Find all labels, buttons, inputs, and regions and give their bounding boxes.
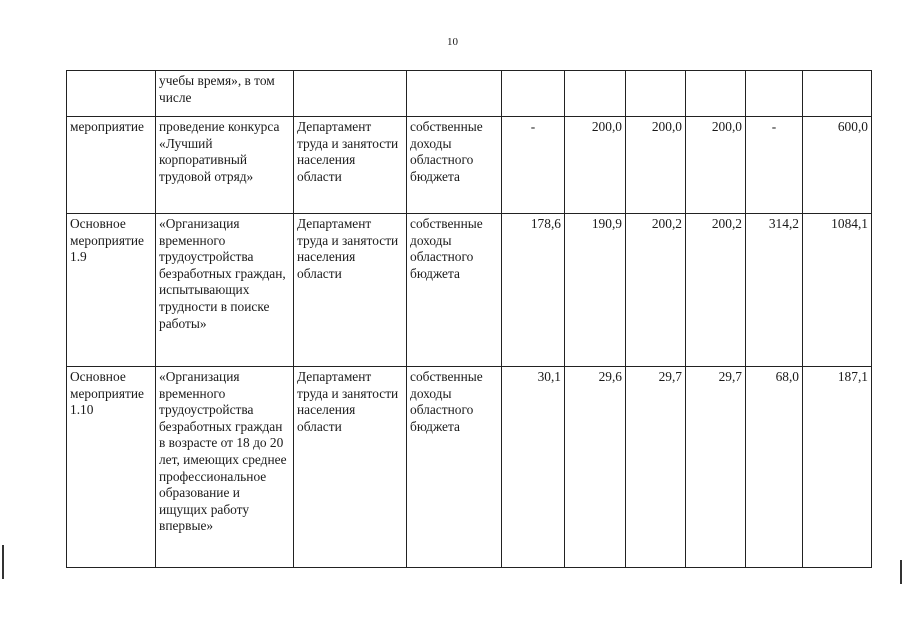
cell-value: 187,1	[803, 367, 872, 568]
cell-source: собственные доходы областного бюджета	[407, 117, 502, 214]
cell-value: 200,2	[626, 214, 686, 367]
cell-value: -	[746, 117, 803, 214]
page-number: 10	[447, 36, 458, 48]
cell-activity: мероприятие	[67, 117, 156, 214]
cell-value	[686, 71, 746, 117]
cell-value: 200,0	[686, 117, 746, 214]
cell-source: собственные доходы областного бюджета	[407, 214, 502, 367]
scan-edge-mark-right	[900, 560, 902, 584]
cell-value	[746, 71, 803, 117]
cell-activity: Основное мероприятие 1.10	[67, 367, 156, 568]
cell-executor: Департамент труда и занятости населения области	[294, 214, 407, 367]
cell-value	[502, 71, 565, 117]
cell-value: 200,0	[626, 117, 686, 214]
budget-table	[66, 70, 872, 568]
cell-value: -	[502, 117, 565, 214]
cell-value: 200,2	[686, 214, 746, 367]
cell-value: 68,0	[746, 367, 803, 568]
cell-executor	[294, 71, 407, 117]
cell-description: «Организация временного трудоустройства безработных граждан, испытывающих трудности в поиске работы»	[156, 214, 294, 367]
cell-value	[565, 71, 626, 117]
cell-activity: Основное мероприятие 1.9	[67, 214, 156, 367]
cell-value	[803, 71, 872, 117]
table-row	[67, 71, 872, 117]
cell-source: собственные доходы областного бюджета	[407, 367, 502, 568]
cell-value	[626, 71, 686, 117]
cell-value: 30,1	[502, 367, 565, 568]
cell-description: проведение конкурса «Лучший корпоративный трудовой отряд»	[156, 117, 294, 214]
cell-description: «Организация временного трудоустройства безработных граждан в возрасте от 18 до 20 лет, имеющих среднее профессиональное образование и ищущих работу впервые»	[156, 367, 294, 568]
cell-executor: Департамент труда и занятости населения области	[294, 117, 407, 214]
table-row	[67, 214, 872, 367]
cell-value: 1084,1	[803, 214, 872, 367]
cell-source	[407, 71, 502, 117]
cell-activity	[67, 71, 156, 117]
cell-value: 178,6	[502, 214, 565, 367]
cell-executor: Департамент труда и занятости населения области	[294, 367, 407, 568]
cell-value: 200,0	[565, 117, 626, 214]
cell-value: 314,2	[746, 214, 803, 367]
scan-edge-mark-left	[2, 545, 4, 579]
cell-description: учебы время», в том числе	[156, 71, 294, 117]
table-row	[67, 367, 872, 568]
cell-value: 29,7	[686, 367, 746, 568]
table-row	[67, 117, 872, 214]
cell-value: 600,0	[803, 117, 872, 214]
cell-value: 29,7	[626, 367, 686, 568]
cell-value: 29,6	[565, 367, 626, 568]
cell-value: 190,9	[565, 214, 626, 367]
